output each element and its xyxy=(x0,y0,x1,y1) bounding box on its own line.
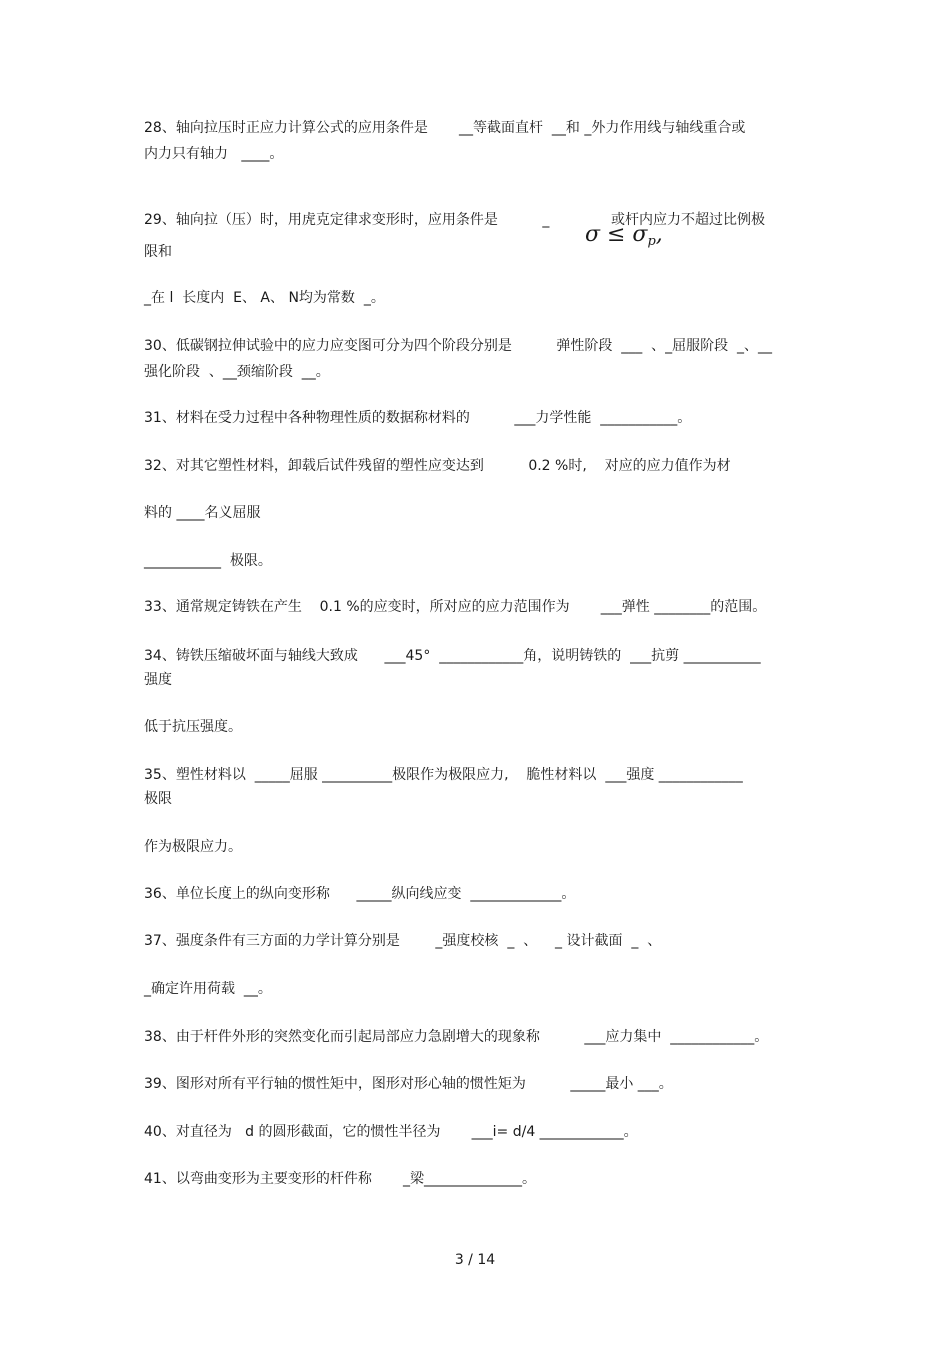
question-39: 39、图形对所有平行轴的惯性矩中，图形对形心轴的惯性矩为 _____最小 ___。 xyxy=(144,1076,673,1092)
formula-sigma: σ ≤ σ xyxy=(584,222,648,247)
stress-condition-formula xyxy=(557,196,663,277)
question-33: 33、通常规定铸铁在产生 0.1 %的应变时，所对应的应力范围作为 ___弹性 ________的范围。 xyxy=(144,599,767,615)
question-40: 40、对直径为 d 的圆形截面，它的惯性半径为 ___i= d/4 ____________。 xyxy=(144,1124,638,1140)
question-34-line-1: 34、铸铁压缩破坏面与轴线大致成 ___45° ____________角，说明铸铁的 ___抗剪 ___________ xyxy=(144,648,761,664)
question-34-line-3: 低于抗压强度。 xyxy=(144,719,242,735)
formula-trail: , xyxy=(655,222,663,247)
question-29-line-3: _在 l 长度内 E、 A、 N均为常数 _。 xyxy=(144,290,385,306)
question-35-line-1: 35、塑性材料以 _____屈服 __________极限作为极限应力, 脆性材料以 ___强度 ____________ xyxy=(144,767,743,783)
question-30-line-2: 强化阶段 、__颈缩阶段 __。 xyxy=(144,364,330,380)
question-30-line-1: 30、低碳钢拉伸试验中的应力应变图可分为四个阶段分别是 弹性阶段 ___ 、_屈服阶段 _、__ xyxy=(144,338,773,354)
question-38: 38、由于杆件外形的突然变化而引起局部应力急剧增大的现象称 ___应力集中 ____________。 xyxy=(144,1029,769,1045)
question-34-line-2: 强度 xyxy=(144,672,172,688)
question-37-line-2: _确定许用荷载 __。 xyxy=(144,981,272,997)
question-32-line-3: ___________ 极限。 xyxy=(144,553,272,569)
question-29-line-1: 29、轴向拉（压）时，用虎克定律求变形时，应用条件是 _ xyxy=(144,212,550,228)
question-29-line-2: 限和 xyxy=(144,244,172,260)
question-37-line-1: 37、强度条件有三方面的力学计算分别是 _强度校核 _ 、 _ 设计截面 _ 、 xyxy=(144,933,662,949)
question-36: 36、单位长度上的纵向变形称 _____纵向线应变 _____________。 xyxy=(144,886,576,902)
question-32-line-1: 32、对其它塑性材料，卸载后试件残留的塑性应变达到 0.2 %时, 对应的应力值作为材 xyxy=(144,458,731,474)
question-28-line-1: 28、轴向拉压时正应力计算公式的应用条件是 __等截面直杆 __和 _外力作用线与轴线重合或 xyxy=(144,120,746,136)
question-32-line-2: 料的 ____名义屈服 xyxy=(144,505,261,521)
question-35-line-3: 作为极限应力。 xyxy=(144,839,242,855)
question-28-line-2: 内力只有轴力 ____。 xyxy=(144,146,284,162)
question-31: 31、材料在受力过程中各种物理性质的数据称材料的 ___力学性能 ___________。 xyxy=(144,410,692,426)
formula-subscript: p xyxy=(647,234,656,249)
question-41: 41、以弯曲变形为主要变形的杆件称 _梁______________。 xyxy=(144,1171,536,1187)
question-35-line-2: 极限 xyxy=(144,791,172,807)
question-29-line-1-tail: 或杆内应力不超过比例极 xyxy=(611,212,765,228)
page-number: 3 / 14 xyxy=(454,1252,496,1268)
